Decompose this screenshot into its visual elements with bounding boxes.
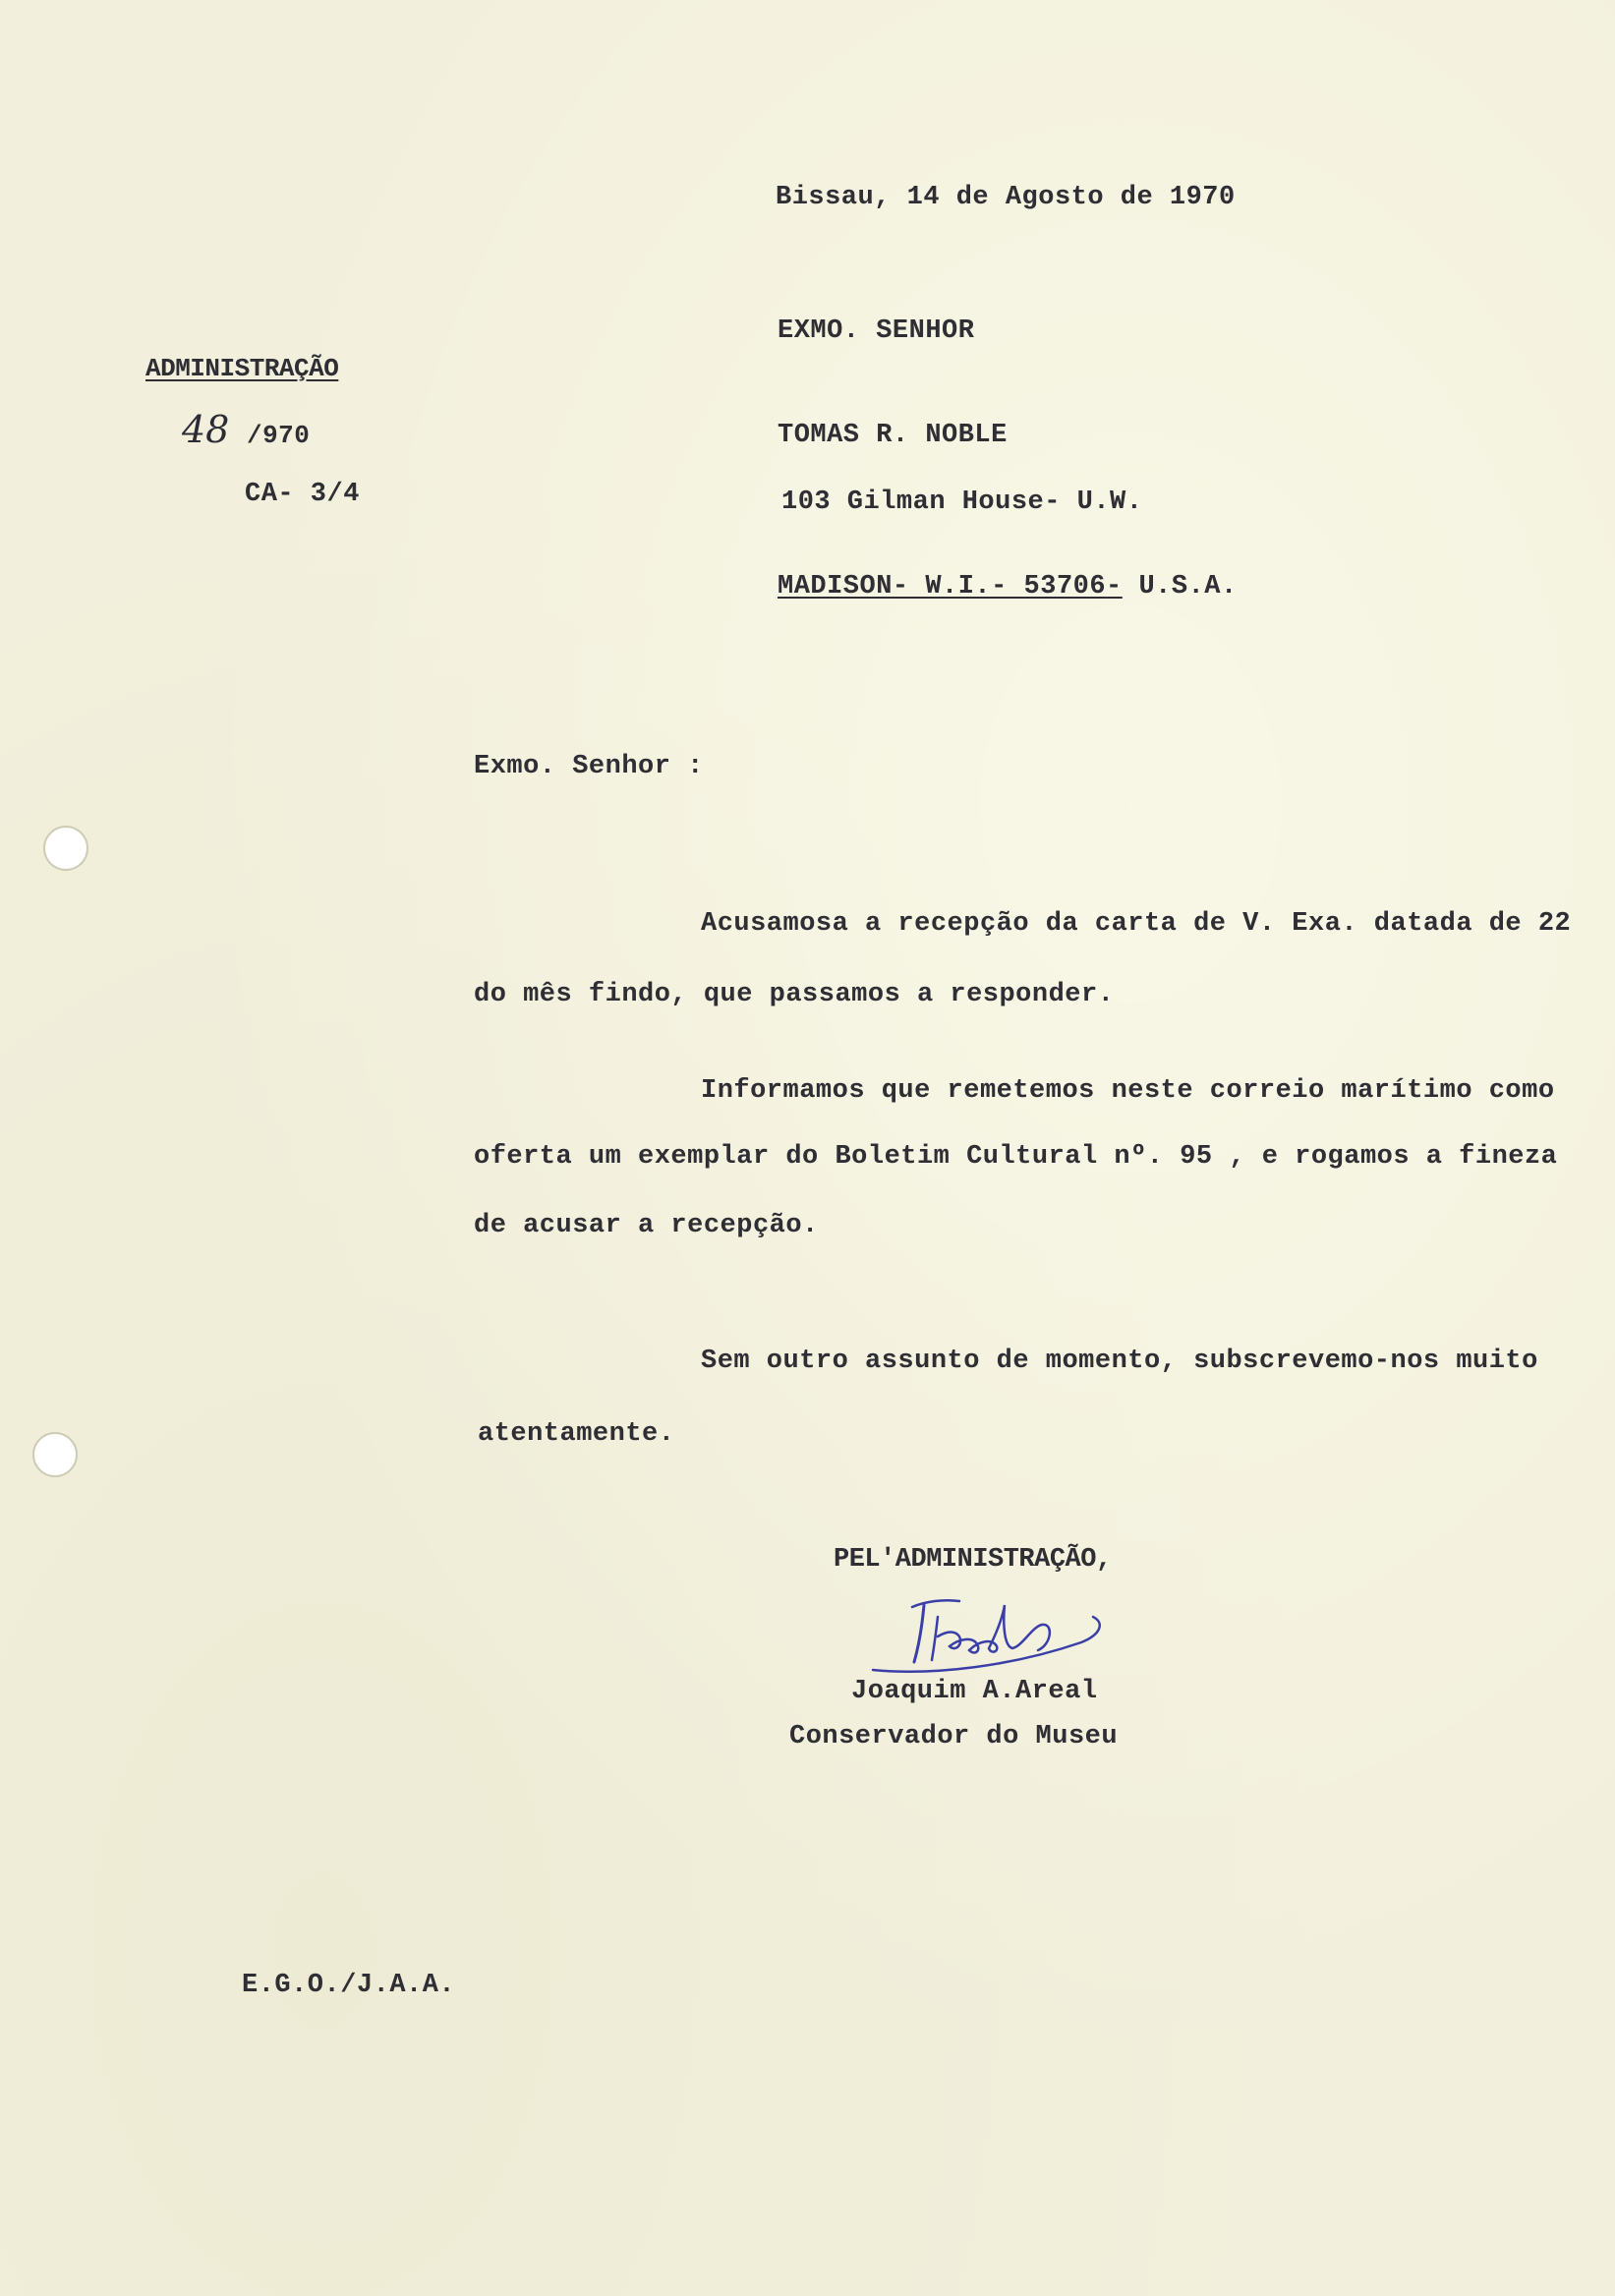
signer-name: Joaquim A.Areal	[851, 1677, 1098, 1706]
closing-pel: PEL'ADMINISTRAÇÃO,	[834, 1545, 1112, 1575]
paragraph2-line3: de acusar a recepção.	[474, 1211, 819, 1240]
reference-year: /970	[246, 421, 311, 450]
reference-code: CA- 3/4	[245, 480, 360, 509]
paragraph2-line1: Informamos que remetemos neste correio marítimo como	[701, 1076, 1555, 1106]
reference-number	[182, 408, 310, 451]
department-label: ADMINISTRAÇÃO	[145, 354, 339, 383]
recipient-country: U.S.A.	[1122, 572, 1238, 602]
greeting: Exmo. Senhor :	[474, 752, 704, 781]
addressee-salutation: EXMO. SENHOR	[778, 316, 975, 346]
paragraph3-line1: Sem outro assunto de momento, subscrevemo-nos muito	[701, 1347, 1538, 1376]
paragraph1-line2: do mês findo, que passamos a responder.	[474, 980, 1115, 1009]
paragraph3-line2: atentamente.	[478, 1419, 675, 1449]
recipient-city: MADISON- W.I.- 53706-	[778, 572, 1123, 602]
paragraph2-line2: oferta um exemplar do Boletim Cultural nº. 95 , e rogamos a fineza	[474, 1142, 1558, 1172]
footer-initials: E.G.O./J.A.A.	[242, 1971, 456, 2000]
paragraph1-line1: Acusamosa a recepção da carta de V. Exa. datada de 22	[701, 909, 1572, 939]
recipient-city-line	[778, 572, 1238, 602]
handwritten-number: 48	[182, 408, 230, 451]
punch-hole-bottom	[32, 1432, 78, 1477]
recipient-name: TOMAS R. NOBLE	[778, 421, 1008, 450]
punch-hole-top	[43, 826, 88, 871]
recipient-address: 103 Gilman House- U.W.	[781, 488, 1143, 517]
date-line: Bissau, 14 de Agosto de 1970	[776, 183, 1236, 212]
signer-title: Conservador do Museu	[789, 1722, 1119, 1751]
